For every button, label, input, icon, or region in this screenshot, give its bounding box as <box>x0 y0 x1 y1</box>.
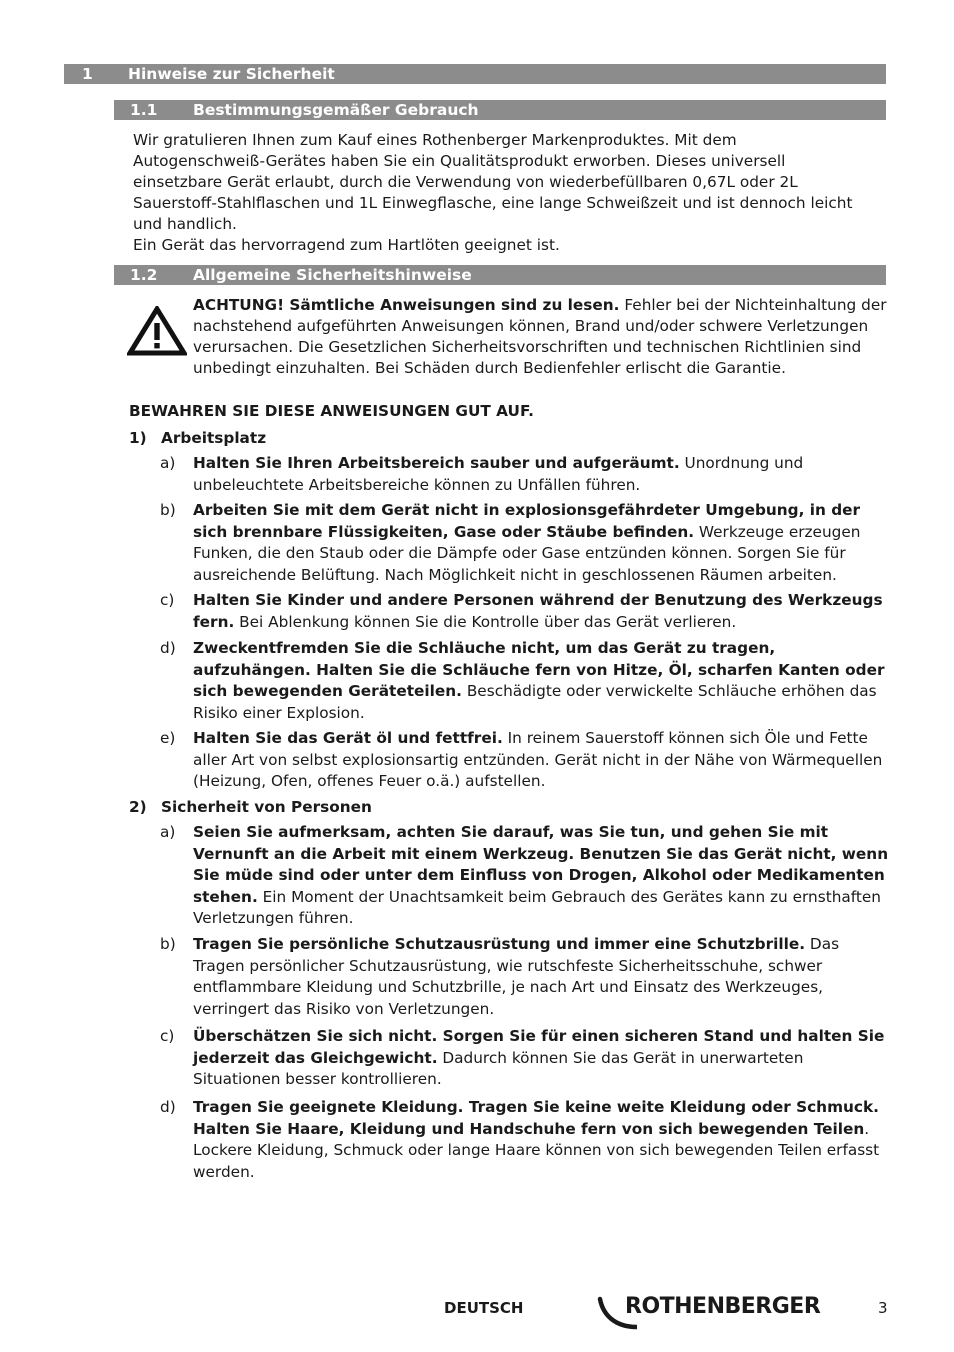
section-header-1-2 <box>114 265 886 285</box>
subsection-number: 1) <box>129 429 147 447</box>
list-item-bold: Halten Sie Ihren Arbeitsbereich sauber und aufgeräumt. <box>193 454 680 472</box>
list-item-text: Werkzeuge erzeugen Funken, die den Staub oder die Dämpfe oder Gase entzünden können. Sorgen Sie für ausreichende Belüftung. Nach Möglichkeit nicht in geschlossenen Räumen arbeiten. <box>193 522 861 584</box>
list-item-letter: c) <box>160 591 175 609</box>
warning-paragraph <box>193 295 893 379</box>
list-item-letter: c) <box>160 1027 175 1045</box>
section-number: 1.1 <box>130 101 158 119</box>
intro-line: Sauerstoff-Stahlflaschen und 1L Einwegflasche, eine lange Schweißzeit und ist dennoch leicht <box>133 194 853 212</box>
list-item-bold: Tragen Sie geeignete Kleidung. Tragen Sie keine weite Kleidung oder Schmuck. Halten Sie Haare, Kleidung und Handschuhe fern von sich bewegenden Teilen <box>193 1098 879 1138</box>
list-item-text: Bei Ablenkung können Sie die Kontrolle über das Gerät verlieren. <box>234 612 737 631</box>
list-item-bold: Zweckentfremden Sie die Schläuche nicht, um das Gerät zu tragen, aufzuhängen. Halten Sie die Schläuche fern von Hitze, Öl, scharfen Kanten oder sich bewegenden Geräteteilen. <box>193 639 885 700</box>
chapter-title: Hinweise zur Sicherheit <box>128 65 335 83</box>
chapter-number: 1 <box>82 65 93 83</box>
list-item-text: Beschädigte oder verwickelte Schläuche erhöhen das Risiko einer Explosion. <box>193 682 877 722</box>
subsection-heading-sicherheit-von-personen <box>129 797 372 818</box>
list-item-text: Ein Moment der Unachtsamkeit beim Gebrauch des Gerätes kann zu ernsthaften Verletzungen führen. <box>193 887 881 927</box>
list-item-letter: a) <box>160 823 176 841</box>
intro-line: Autogenschweiß-Gerätes haben Sie ein Qualitätsprodukt erworben. Dieses universell <box>133 152 786 170</box>
intro-line: Ein Gerät das hervorragend zum Hartlöten geeignet ist. <box>133 236 560 254</box>
intro-line: einsetzbare Gerät erlaubt, durch die Verwendung von wiederbefüllbaren 0,67L oder 2L <box>133 173 798 191</box>
brand-name: ROTHENBERGER <box>625 1294 821 1319</box>
subsection-number: 2) <box>129 798 147 816</box>
list-item-letter: d) <box>160 1098 176 1116</box>
list-item-text: In reinem Sauerstoff können sich Öle und Fette aller Art von selbst explosionsartig entzünden. Gerät nicht in der Nähe von Wärmequellen (Heizung, Ofen, offenes Feuer o.ä.) aufstellen. <box>193 729 883 790</box>
rothenberger-logo <box>597 1293 837 1333</box>
section-number: 1.2 <box>130 266 158 284</box>
list-item-letter: d) <box>160 639 176 657</box>
list-item-letter: a) <box>160 454 176 472</box>
list-item-text: Dadurch können Sie das Gerät in unerwarteten Situationen besser kontrollieren. <box>193 1048 804 1088</box>
list-item-text: Unordnung und unbeleuchtete Arbeitsbereiche können zu Unfällen führen. <box>193 454 804 494</box>
warning-triangle-icon <box>127 306 187 356</box>
list-item-text: Das Tragen persönlicher Schutzausrüstung, wie rutschfeste Sicherheitsschuhe, schwer entflammbare Kleidung und Schutzbrille, je nach Art und Einsatz des Werkzeuges, verringert das Risiko von Verletzungen. <box>193 935 840 1018</box>
list-item-bold: Tragen Sie persönliche Schutzausrüstung und immer eine Schutzbrille. <box>193 935 806 953</box>
page-number: 3 <box>878 1299 888 1317</box>
list-item-letter: b) <box>160 501 176 519</box>
list-item-bold: Überschätzen Sie sich nicht. Sorgen Sie für einen sicheren Stand und halten Sie jederzeit das Gleichgewicht. <box>193 1027 885 1067</box>
list-item-text: . Lockere Kleidung, Schmuck oder lange Haare können von sich bewegenden Teilen erfasst werden. <box>193 1119 880 1181</box>
list-item-letter: b) <box>160 935 176 953</box>
list-item-letter: e) <box>160 729 176 747</box>
chapter-header <box>64 64 886 84</box>
intro-line: und handlich. <box>133 215 237 233</box>
subsection-heading-arbeitsplatz <box>129 428 266 449</box>
footer-language: DEUTSCH <box>444 1299 524 1317</box>
list-item-bold: Halten Sie Kinder und andere Personen während der Benutzung des Werkzeugs fern. <box>193 591 883 631</box>
list-item-bold: Seien Sie aufmerksam, achten Sie darauf, was Sie tun, und gehen Sie mit Vernunft an die Arbeit mit einem Werkzeug. Benutzen Sie das Gerät nicht, wenn Sie müde sind oder unter dem Einfluss von Drogen, Alkohol oder Medikamenten stehen. <box>193 823 889 906</box>
section-title: Bestimmungsgemäßer Gebrauch <box>193 101 479 119</box>
intro-paragraph <box>133 130 883 256</box>
section-header-1-1 <box>114 100 886 120</box>
warning-bold: ACHTUNG! Sämtliche Anweisungen sind zu lesen. <box>193 296 620 314</box>
list-item-bold: Arbeiten Sie mit dem Gerät nicht in explosionsgefährdeter Umgebung, in der sich brennbare Flüssigkeiten, Gase oder Stäube befinden. <box>193 501 861 541</box>
keep-instructions-notice: BEWAHREN SIE DIESE ANWEISUNGEN GUT AUF. <box>129 402 534 420</box>
list-item-bold: Halten Sie das Gerät öl und fettfrei. <box>193 729 503 747</box>
section-title: Allgemeine Sicherheitshinweise <box>193 266 472 284</box>
subsection-title: Arbeitsplatz <box>161 429 267 447</box>
subsection-title: Sicherheit von Personen <box>161 798 372 816</box>
warning-text: Fehler bei der Nichteinhaltung der nachstehend aufgeführten Anweisungen können, Brand und/oder schwere Verletzungen verursachen. Die Gesetzlichen Sicherheitsvorschriften und technischen Richtlinien sind unbedingt einzuhalten. Bei Schäden durch Bedienfehler erlischt die Garantie. <box>193 296 887 377</box>
intro-line: Wir gratulieren Ihnen zum Kauf eines Rothenberger Markenproduktes. Mit dem <box>133 131 737 149</box>
